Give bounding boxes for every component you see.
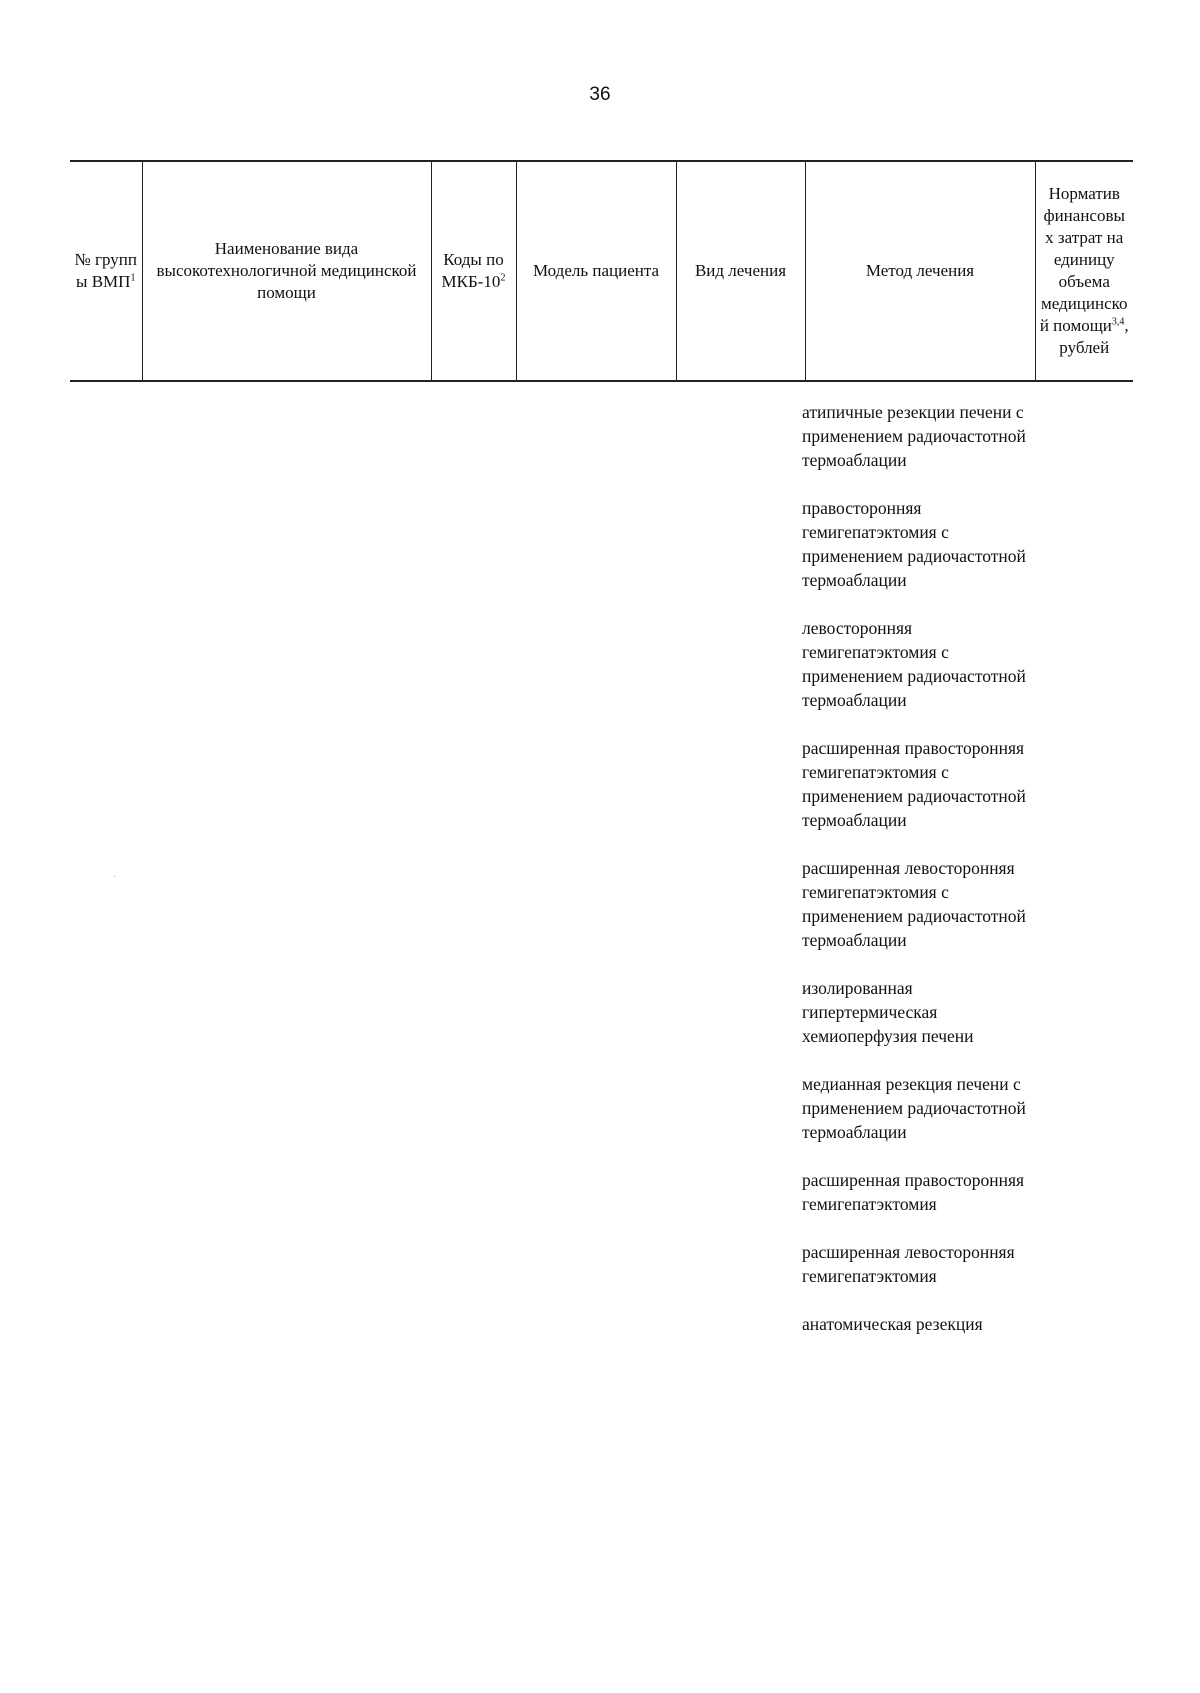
footnote-marker: 3,4 [1111,316,1125,328]
scan-speck [114,876,115,877]
column-header-group-number [70,161,142,381]
column-header-icd-codes-text: Коды по МКБ-10 [441,250,504,291]
footnote-marker: 2 [500,272,506,284]
column-header-cost-norm-unit: , рублей [1059,316,1129,357]
footnote-marker: 1 [130,272,136,284]
column-header-patient-model [516,161,676,381]
treatment-method-item: расширенная левосторонняя гемигепатэктомия с применением радиочастотной термоаблации [802,858,1026,950]
treatment-method-item: расширенная правосторонняя гемигепатэктомия с применением радиочастотной термоаблации [802,738,1026,830]
column-header-treatment-type-text: Вид лечения [694,261,787,280]
treatment-method-item: медианная резекция печени с применением радиочастотной термоаблации [802,1074,1026,1142]
table-header [70,160,1133,382]
treatment-method-item: расширенная левосторонняя гемигепатэктомия [802,1242,1015,1286]
treatment-method-list [802,400,1032,1360]
page-number: 36 [589,84,611,105]
column-header-cost-norm [1035,161,1133,381]
column-header-icd-codes [431,161,516,381]
treatment-method-item: левосторонняя гемигепатэктомия с применением радиочастотной термоаблации [802,618,1026,710]
column-header-service-name [142,161,431,381]
treatment-method-item: атипичные резекции печени с применением радиочастотной термоаблации [802,402,1026,470]
treatment-method-item: изолированная гипертермическая хемиоперфузия печени [802,978,974,1046]
column-header-treatment-method-text: Метод лечения [865,261,975,280]
column-header-treatment-method [805,161,1035,381]
column-header-treatment-type [676,161,805,381]
column-header-patient-model-text: Модель пациента [532,261,660,280]
treatment-method-item: анатомическая резекция [802,1314,983,1334]
treatment-method-item: расширенная правосторонняя гемигепатэктомия [802,1170,1025,1214]
treatment-method-item: правосторонняя гемигепатэктомия с применением радиочастотной термоаблации [802,498,1026,590]
column-header-group-number-text: № групп ы ВМП [74,250,137,291]
column-header-cost-norm-text: Норматив финансовы х затрат на единицу объема медицинско й помощи [1039,184,1128,335]
column-header-service-name-text: Наименование вида высокотехнологичной медицинской помощи [156,239,417,302]
